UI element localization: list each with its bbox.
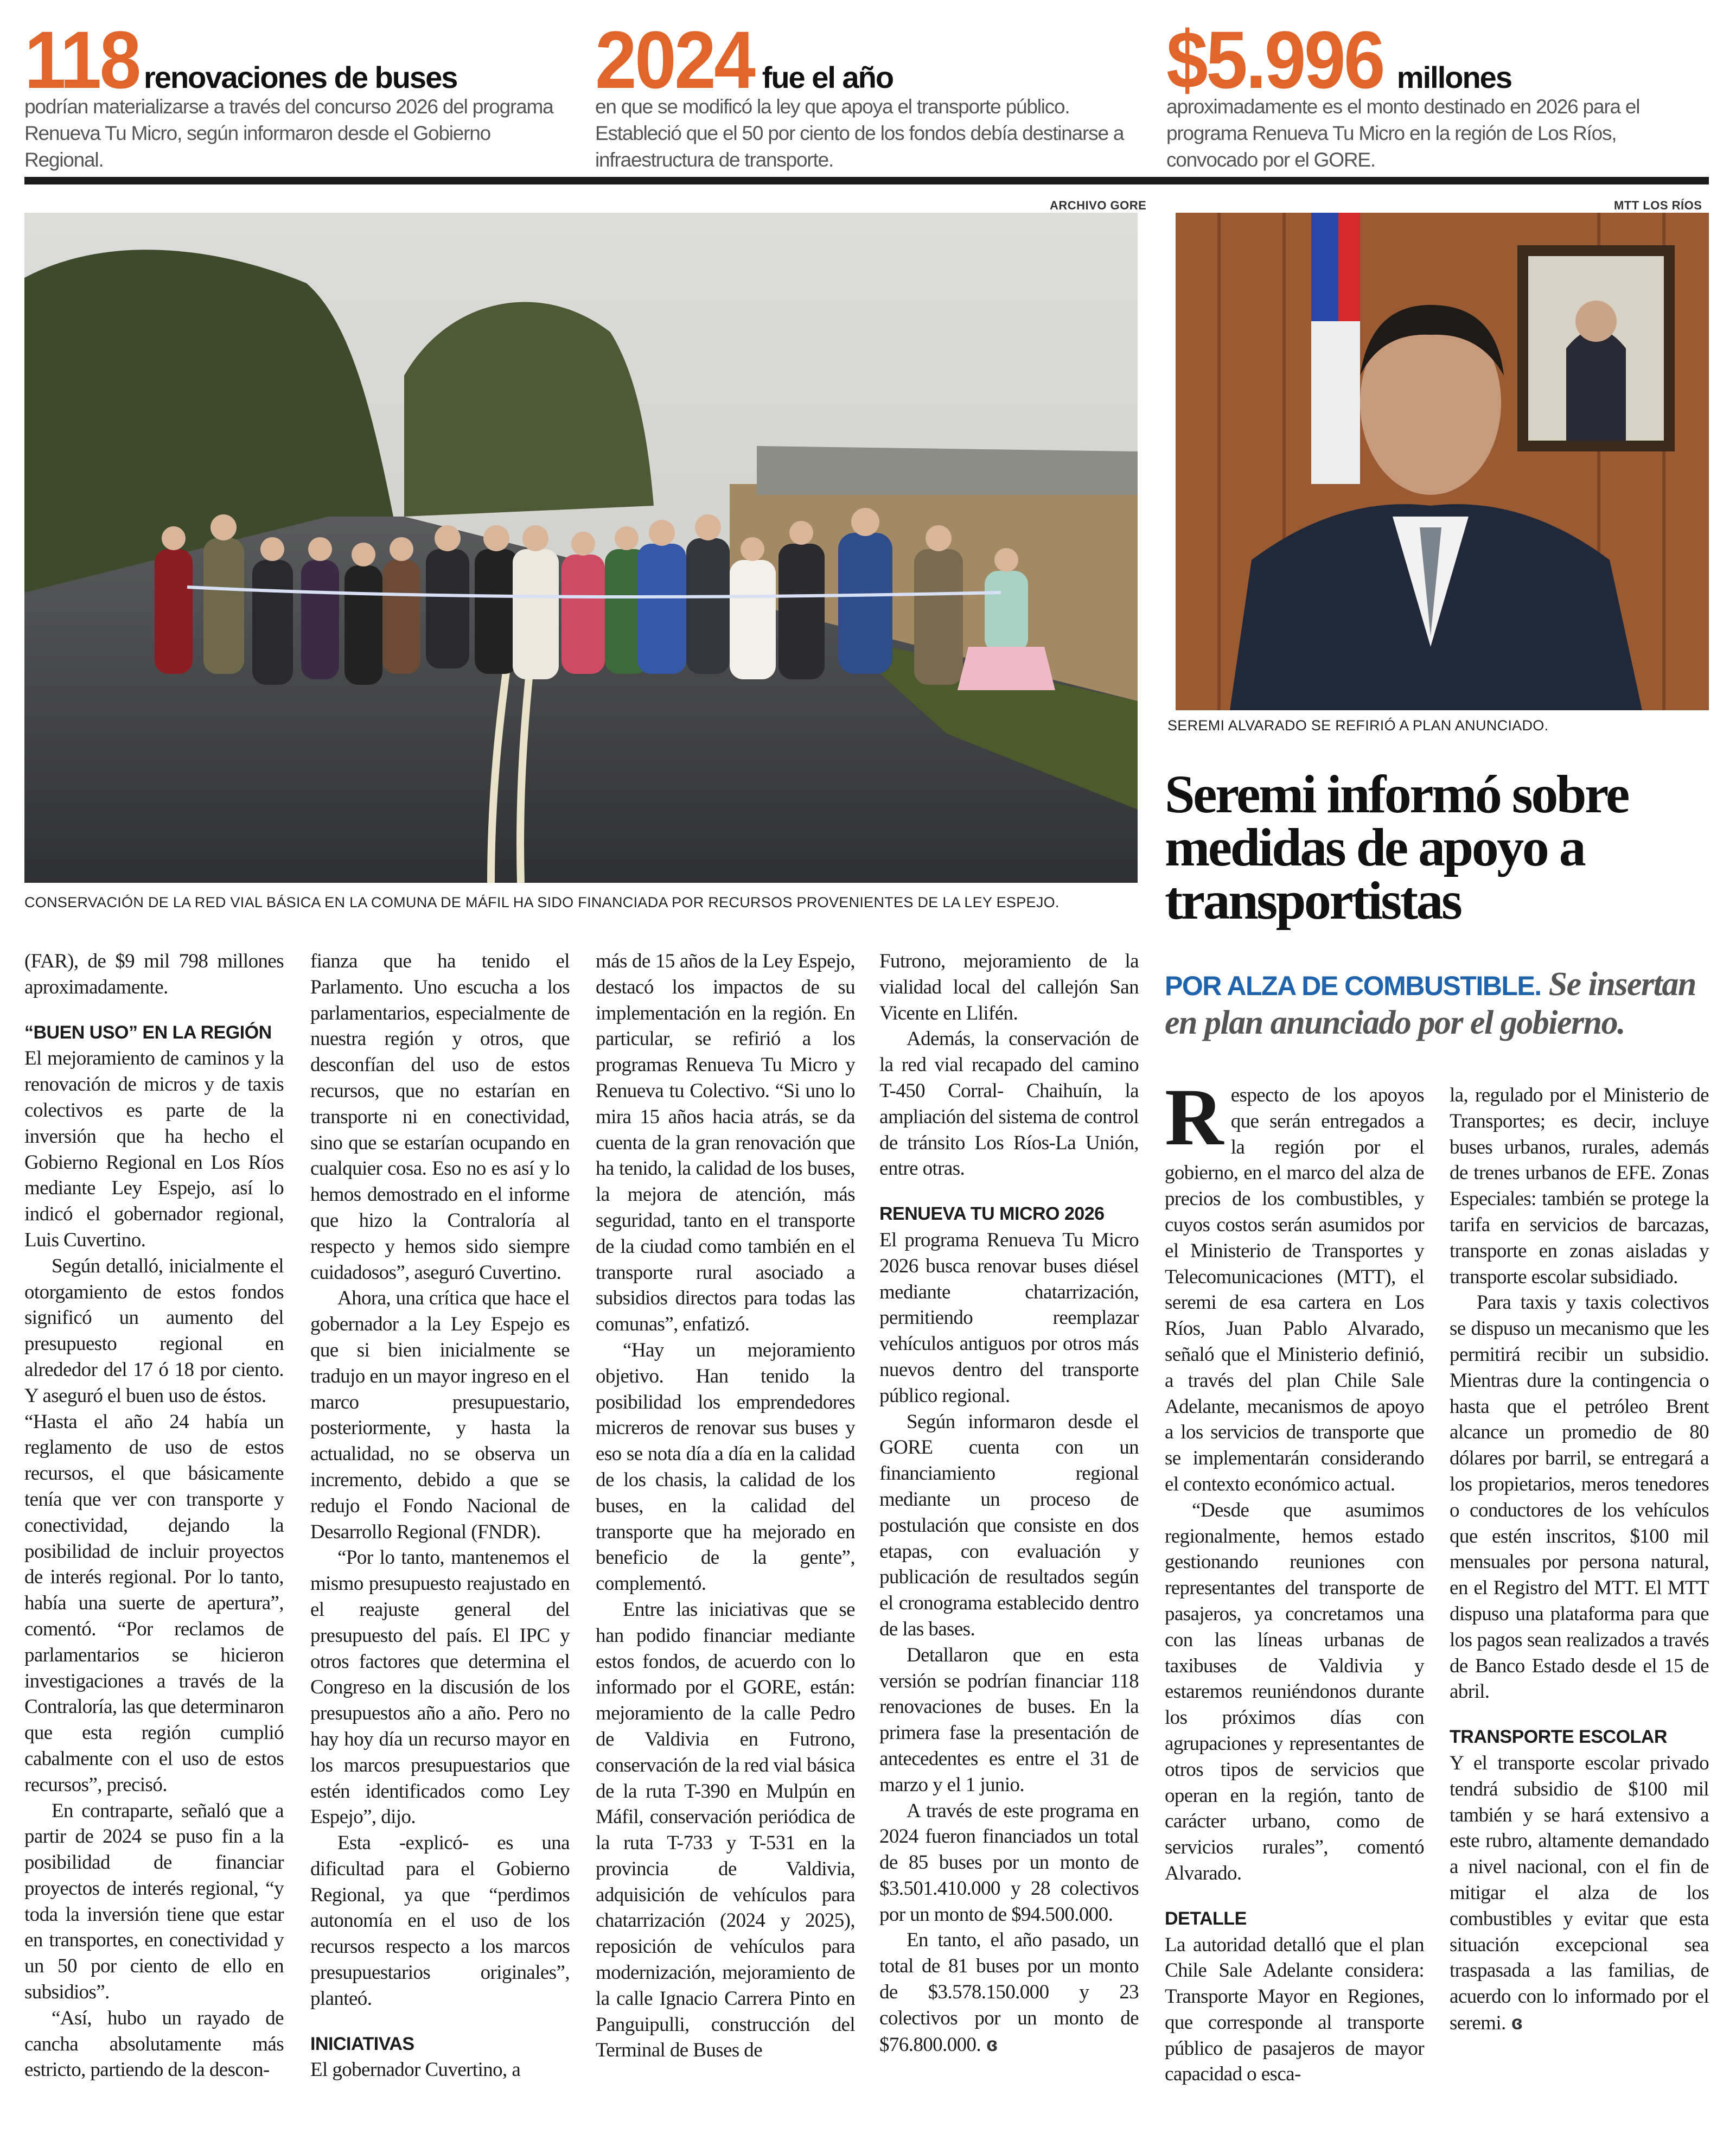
paragraph: La autoridad detalló que el plan Chile Sale Adelante considera: Transporte Mayor en Regiones, que corresponde al transporte público de pasajeros de mayor capacidad o esca-: [1165, 1933, 1424, 2086]
stat-number: 118: [24, 14, 139, 105]
paragraph: “Así, hubo un rayado de cancha absolutamente más estricto, partiendo de la descon-: [24, 2007, 284, 2081]
paragraph: “Desde que asumimos regionalmente, hemos estado gestionando reuniones con representantes del transporte de pasajeros, ya concretamos una con las líneas urbanas de taxibuses de Valdivia y estaremos reuniéndonos durante los próximos días con agrupaciones y representantes de otros tipos de servicios que operan en la región, tanto de carácter urbano, como de servicios rurales”, comentó Alvarado.: [1165, 1499, 1424, 1884]
stat-year: [595, 14, 1138, 173]
paragraph: [1165, 1072, 1424, 1498]
subhead-deck: Se insertan en plan anunciado por el gobierno.: [1165, 966, 1696, 1041]
end-mark-icon: ɞ: [986, 2033, 998, 2055]
paragraph: A través de este programa en 2024 fueron financiados un total de 85 buses por un monto de $3.501.410.000 y 28 colectivos por un monto de $94.500.000.: [879, 1799, 1139, 1926]
stat-label: fue el año: [762, 60, 893, 94]
drop-cap: R: [1165, 1072, 1223, 1162]
paragraph: El programa Renueva Tu Micro 2026 busca renovar buses diésel mediante chatarrización, permitiendo reemplazar vehículos antiguos por otros más nuevos dentro del transporte público regional.: [879, 1228, 1139, 1407]
main-photo-caption: CONSERVACIÓN DE LA RED VIAL BÁSICA EN LA COMUNA DE MÁFIL HA SIDO FINANCIADA POR RECURSOS PROVENIENTES DE LA LEY ESPEJO.: [24, 894, 1060, 910]
stat-text: aproximadamente es el monto destinado en 2026 para el programa Renueva Tu Micro en la región de Los Ríos, convocado por el GORE.: [1166, 95, 1640, 171]
paragraph: El gobernador Cuvertino, a: [310, 2059, 521, 2081]
stat-number: 2024: [595, 14, 754, 105]
stat-text: podrían materializarse a través del concurso 2026 del programa Renueva Tu Micro, según informaron desde el Gobierno Regional.: [24, 95, 553, 171]
paragraph: Detallaron que en esta versión se podrían financiar 118 renovaciones de buses. En la primera fase la presentación de antecedentes es entre el 31 de marzo y el 1 junio.: [879, 1644, 1139, 1796]
side-photo-caption: SEREMI ALVARADO SE REFIRIÓ A PLAN ANUNCIADO.: [1167, 717, 1549, 734]
stat-label: renovaciones de buses: [144, 60, 457, 94]
side-article-subhead: [1165, 966, 1713, 1041]
side-article-column-1: [1165, 1072, 1424, 2087]
paragraph: Según informaron desde el GORE cuenta con un financiamiento regional mediante un proceso de postulación que consiste en dos etapas, con evaluación y publicación de resultados según el cronograma establecido dentro de las bases.: [879, 1410, 1139, 1640]
end-mark-icon: ɞ: [1511, 2011, 1523, 2034]
main-article-column-3: [596, 948, 855, 2063]
paragraph-text: Y el transporte escolar privado tendrá subsidio de $100 mil también y se hará extensivo a este rubro, altamente demandado a nivel nacional, con el fin de mitigar el alza de los combustibles y evitar que esta situación excepcional sea traspasada a las familias, de acuerdo con lo informado por el seremi.: [1450, 1752, 1709, 2034]
section-heading: DETALLE: [1165, 1908, 1247, 1929]
paragraph: la, regulado por el Ministerio de Transportes; es decir, incluye buses urbanos, rurales, además de trenes urbanos de EFE. Zonas Especiales: también se protege la tarifa en servicios de barcazas, transporte en zonas aisladas y transporte escolar subsidiado.: [1450, 1084, 1709, 1288]
main-article-column-4: [879, 948, 1139, 2058]
paragraph: Entre las iniciativas que se han podido financiar mediante estos fondos, de acuerdo con lo informado por el GORE, están: mejoramiento de la calle Pedro de Valdivia en Futrono, conservación de la red vial básica de la ruta T-390 en Mulpún en Máfil, conservación periódica de la ruta T-733 y T-531 en la provincia de Valdivia, adquisición de vehículos para chatarrización (2024 y 2025), reposición de vehículos para modernización, mejoramiento de la calle Ignacio Carrera Pinto en Panguipulli, construcción del Terminal de Buses de: [596, 1598, 855, 2062]
paragraph: más de 15 años de la Ley Espejo, destacó los impactos de su implementación en la región. En particular, se refirió a los programas Renueva Tu Micro y Renueva tu Colectivo. “Si uno lo mira 15 años hacia atrás, se da cuenta de la gran renovación que ha tenido, la calidad de los buses, la mejora de atención, más seguridad, tanto en el transporte de la ciudad como también en el transporte rural asociado a subsidios directos para todas las comunas”, enfatizó.: [596, 950, 855, 1336]
main-article-column-1: [24, 948, 284, 2083]
paragraph: [1450, 1750, 1709, 2036]
paragraph: Según detalló, inicialmente el otorgamiento de estos fondos significó un aumento del presupuesto regional en alrededor del 17 ó 18 por ciento. Y aseguró el buen uso de éstos.: [24, 1254, 284, 1407]
paragraph: fianza que ha tenido el Parlamento. Uno escucha a los parlamentarios, especialmente de nuestra región y otros, que desconfían del uso de estos recursos, que no estarían en transporte ni en conectividad, sino que se estarían ocupando en cualquier cosa. Eso no es así y lo hemos demostrado en el informe que hizo la Contraloría al respecto y hemos sido siempre cuidadosos”, aseguró Cuvertino.: [310, 950, 570, 1284]
main-article-column-2: [310, 948, 570, 2083]
paragraph-text: En tanto, el año pasado, un total de 81 buses por un monto de $3.578.150.000 y 23 colectivos por un monto de $76.800.000.: [879, 1929, 1139, 2056]
paragraph: Además, la conservación de la red vial recapado del camino T-450 Corral- Chaihuín, la ampliación del sistema de control de tránsito Los Ríos-La Unión, entre otras.: [879, 1028, 1139, 1180]
main-photo: [24, 213, 1138, 883]
paragraph: El mejoramiento de caminos y la renovación de micros y de taxis colectivos es parte de la inversión que ha hecho el Gobierno Regional en Los Ríos mediante Ley Espejo, así lo indicó el gobernador regional, Luis Cuvertino.: [24, 1047, 284, 1251]
stat-buses: [24, 14, 567, 173]
stat-amount: [1166, 14, 1709, 173]
paragraph: [879, 1927, 1139, 2058]
paragraph: “Hay un mejoramiento objetivo. Han tenido la posibilidad los emprendedores micreros de renovar sus buses y eso se nota día a día en la calidad de los chasis, la calidad de los buses, en la calidad del transporte que ha mejorado en beneficio de la gente”, complementó.: [596, 1339, 855, 1595]
paragraph: Ahora, una crítica que hace el gobernador a la Ley Espejo es que si bien inicialmente se tradujo en un mayor ingreso en el marco presupuestario, posteriormente, y hasta la actualidad, no se observa un incremento, debido a que se redujo el Fondo Nacional de Desarrollo Regional (FNDR).: [310, 1287, 570, 1543]
paragraph: Para taxis y taxis colectivos se dispuso un mecanismo que les permitirá recibir un subsidio. Mientras dure la contingencia o hasta que el petróleo Brent alcance un promedio de 80 dólares por barril, se entregará a los propietarios, meros tenedores o conductores de los vehículos que estén inscritos, $100 mil mensuales por persona natural, en el Registro del MTT. El MTT dispuso una plataforma para que los pagos sean realizados a través de Banco Estado desde el 15 de abril.: [1450, 1291, 1709, 1703]
paragraph: En contraparte, señaló que a partir de 2024 se puso fin a la posibilidad de financiar proyectos de interés regional, “y toda la inversión tiene que estar en transportes, en conectividad y un 50 por ciento de ello en subsidios”.: [24, 1799, 284, 2004]
side-article-headline: Seremi informó sobre medidas de apoyo a transportistas: [1165, 764, 1628, 931]
seremi-photo: [1176, 213, 1709, 710]
stat-text: en que se modificó la ley que apoya el transporte público. Estableció que el 50 por ciento de los fondos debía destinarse a infraestructura de transporte.: [595, 95, 1124, 171]
seremi-portrait-image: [1176, 213, 1709, 710]
paragraph: “Por lo tanto, mantenemos el mismo presupuesto reajustado en el reajuste general del presupuesto del país. El IPC y otros factores que determina el Congreso en la discusión de los presupuestos año a año. Pero no hay hoy día un recurso mayor en los marcos presupuestarios que estén identificados como Ley Espejo”, dijo.: [310, 1546, 570, 1829]
paragraph: (FAR), de $9 mil 798 millones aproximadamente.: [24, 950, 284, 998]
photo-credit: MTT LOS RÍOS: [1614, 199, 1702, 212]
divider-rule: [24, 177, 1709, 184]
road-ribbon-cutting-image: [24, 213, 1138, 883]
stat-number: $5.996: [1166, 14, 1384, 105]
section-heading: INICIATIVAS: [310, 2033, 414, 2054]
paragraph-text: especto de los apoyos que serán entregados a la región por el gobierno, en el marco del alza de precios de los combustibles, y cuyos costos serán asumidos por el Ministerio de Transportes y Telecomunicaciones (MTT), el seremi de esa cartera en Los Ríos, Juan Pablo Alvarado, señaló que el Ministerio definió, a través del plan Chile Sale Adelante, mecanismos de apoyo a los servicios de transporte que se implementarán considerando el contexto económico actual.: [1165, 1084, 1424, 1495]
section-heading: RENUEVA TU MICRO 2026: [879, 1203, 1105, 1225]
section-heading: TRANSPORTE ESCOLAR: [1450, 1727, 1667, 1748]
photo-credit: ARCHIVO GORE: [1050, 199, 1147, 212]
subhead-kicker: POR ALZA DE COMBUSTIBLE.: [1165, 971, 1541, 1001]
paragraph: Futrono, mejoramiento de la vialidad local del callejón San Vicente en Llifén.: [879, 950, 1139, 1024]
side-article-column-2: [1450, 1082, 1709, 2036]
paragraph: Esta -explicó- es una dificultad para el Gobierno Regional, ya que “perdimos autonomía en el uso de los recursos respecto a los marcos presupuestarios originales”, planteó.: [310, 1832, 570, 2010]
stat-label: millones: [1396, 60, 1511, 94]
section-heading: “BUEN USO” EN LA REGIÓN: [24, 1022, 272, 1043]
paragraph: “Hasta el año 24 había un reglamento de uso de estos recursos, el que básicamente tenía que ver con transporte y conectividad, dejando la posibilidad de incluir proyectos de interés regional. Por lo tanto, había una suerte de apertura”, comentó. “Por reclamos de parlamentarios se hicieron investigaciones a través de la Contraloría, las que determinaron que esta región cumplió cabalmente con el uso de estos recursos”, precisó.: [24, 1410, 284, 1796]
